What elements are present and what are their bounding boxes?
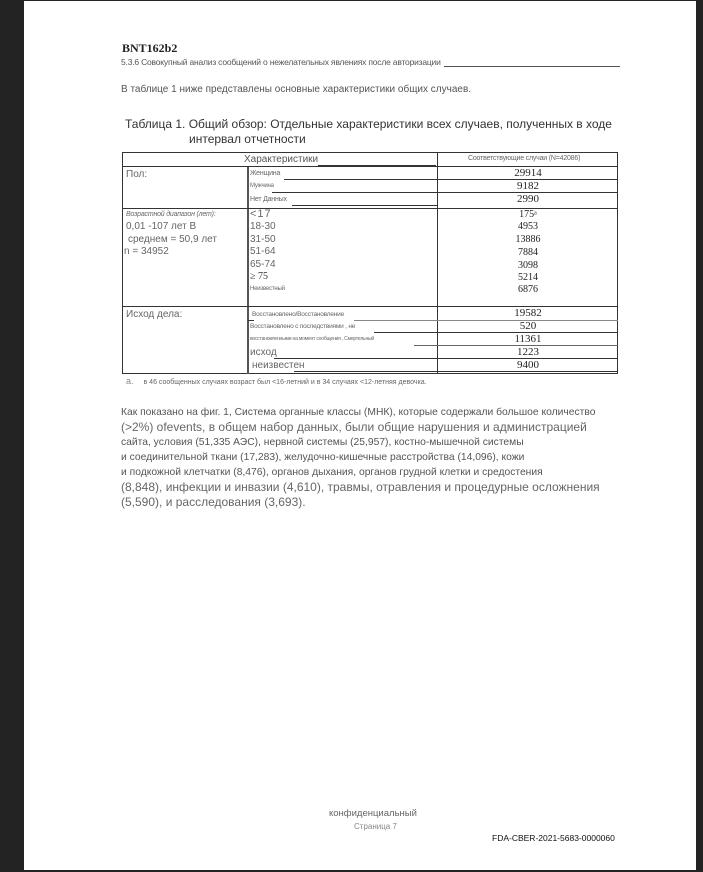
document-page: [24, 1, 696, 870]
age-row-value: 6876: [518, 284, 538, 295]
sex-female-value: 29914: [514, 167, 542, 179]
age-row-label: 65-74: [250, 259, 276, 270]
footnote-text: в 46 сообщенных случаях возраст был <16-летний и в 34 случаях <12-летняя девочка.: [143, 379, 427, 386]
fda-doc-number: FDA-CBER-2021-5683-0000060: [492, 833, 615, 843]
age-row-label: ≥ 75: [250, 271, 268, 282]
sex-male-value: 9182: [517, 180, 539, 192]
intro-text: В таблице 1 ниже представлены основные характеристики общих случаев.: [121, 84, 472, 95]
sex-unknown-value: 2990: [517, 193, 539, 205]
age-row-value: 13886: [515, 234, 541, 245]
outcome-row-label: неизвестен: [252, 360, 305, 371]
outcome-label: Исход дела:: [126, 309, 183, 320]
age-row-label: Неизвестный: [250, 286, 285, 292]
paragraph-line: (>2%) ofevents, в общем набор данных, были общие нарушения и администрацией: [121, 420, 587, 434]
body-paragraph: [121, 405, 641, 510]
sex-female-label: Женщина: [250, 170, 281, 177]
sex-unknown-label: Нет Данных: [250, 196, 287, 203]
age-row-value: 5214: [518, 272, 538, 283]
footnote-marker: a.: [126, 376, 134, 386]
outcome-row-label: Восстановлено с последствиями , не: [250, 323, 356, 330]
paragraph-line: сайта, условия (51,335 АЭС), нервной системы (25,957), костно-мышечной системы: [121, 437, 524, 448]
age-row-value: 3098: [518, 260, 538, 271]
paragraph-line: и подкожной клетчатки (8,476), органов дыхания, органов грудной клетки и средостения: [121, 467, 543, 478]
confidential-label: конфиденциальный: [329, 808, 417, 819]
col-header-characteristics: Характеристики: [244, 154, 319, 165]
table-title-line2: интервал отчетности: [189, 132, 306, 146]
section-underline: [444, 66, 620, 67]
table-border: [122, 152, 123, 374]
sex-male-label: Мужчина: [250, 183, 274, 189]
section-heading: 5.3.6 Совокупный анализ сообщений о нежелательных явлениях после авторизации: [121, 57, 441, 67]
outcome-row-value: 9400: [517, 359, 539, 371]
age-row-value: 7884: [518, 247, 538, 258]
sex-label: Пол:: [126, 169, 148, 180]
row-line: [248, 320, 254, 321]
paragraph-line: (5,590), и расследования (3,693).: [121, 495, 306, 509]
age-n-text: n = 34952: [124, 246, 169, 257]
age-row-label: 18-30: [250, 221, 276, 232]
age-row-label: 51-64: [250, 246, 276, 257]
page-number: Страница 7: [354, 822, 397, 831]
outcome-row-value: 11361: [514, 333, 542, 345]
age-row-value: 175ᵃ: [519, 209, 537, 220]
age-mean-text: среднем = 50,9 лет: [128, 234, 217, 245]
table-border: [122, 152, 618, 153]
age-row-value: 4953: [518, 221, 538, 232]
paragraph-line: Как показано на фиг. 1, Система органные классы (МНК), которые содержали большое количество: [121, 407, 596, 418]
age-range-label: Возрастной диапазон (лет):: [126, 211, 216, 218]
age-row-label: 31-50: [250, 234, 276, 245]
row-line: [294, 371, 618, 372]
outcome-row-value: 520: [519, 320, 537, 332]
outcome-row-value: 1223: [517, 346, 539, 358]
col-header-cases: Соответствующие случаи (N=42086): [468, 155, 581, 162]
column-divider: [247, 166, 249, 374]
age-row-label: <17: [250, 208, 272, 220]
outcome-row-value: 19582: [514, 307, 542, 319]
age-range-text: 0,01 -107 лет В: [126, 221, 197, 232]
paragraph-line: и соединительной ткани (17,283), желудочно-кишечные расстройства (14,096), кожи: [121, 452, 525, 463]
underline: [318, 165, 436, 166]
table-title: Таблица 1. Общий обзор: Отдельные характеристики всех случаев, полученных в ходе: [125, 117, 612, 131]
outcome-row-label: восстановленными на момент сообщения , Смертельный: [250, 336, 374, 342]
outcome-row-label: Восстановлено/Восстановление: [252, 311, 345, 318]
doc-id: BNT162b2: [122, 41, 178, 55]
row-line: [292, 205, 438, 206]
paragraph-line: (8,848), инфекции и инвазии (4,610), травмы, отравления и процедурные осложнения: [121, 480, 600, 494]
outcome-row-label: исход: [250, 347, 277, 358]
table-footnote: [126, 376, 427, 386]
characteristics-table: [122, 152, 618, 374]
table-border: [122, 373, 618, 374]
